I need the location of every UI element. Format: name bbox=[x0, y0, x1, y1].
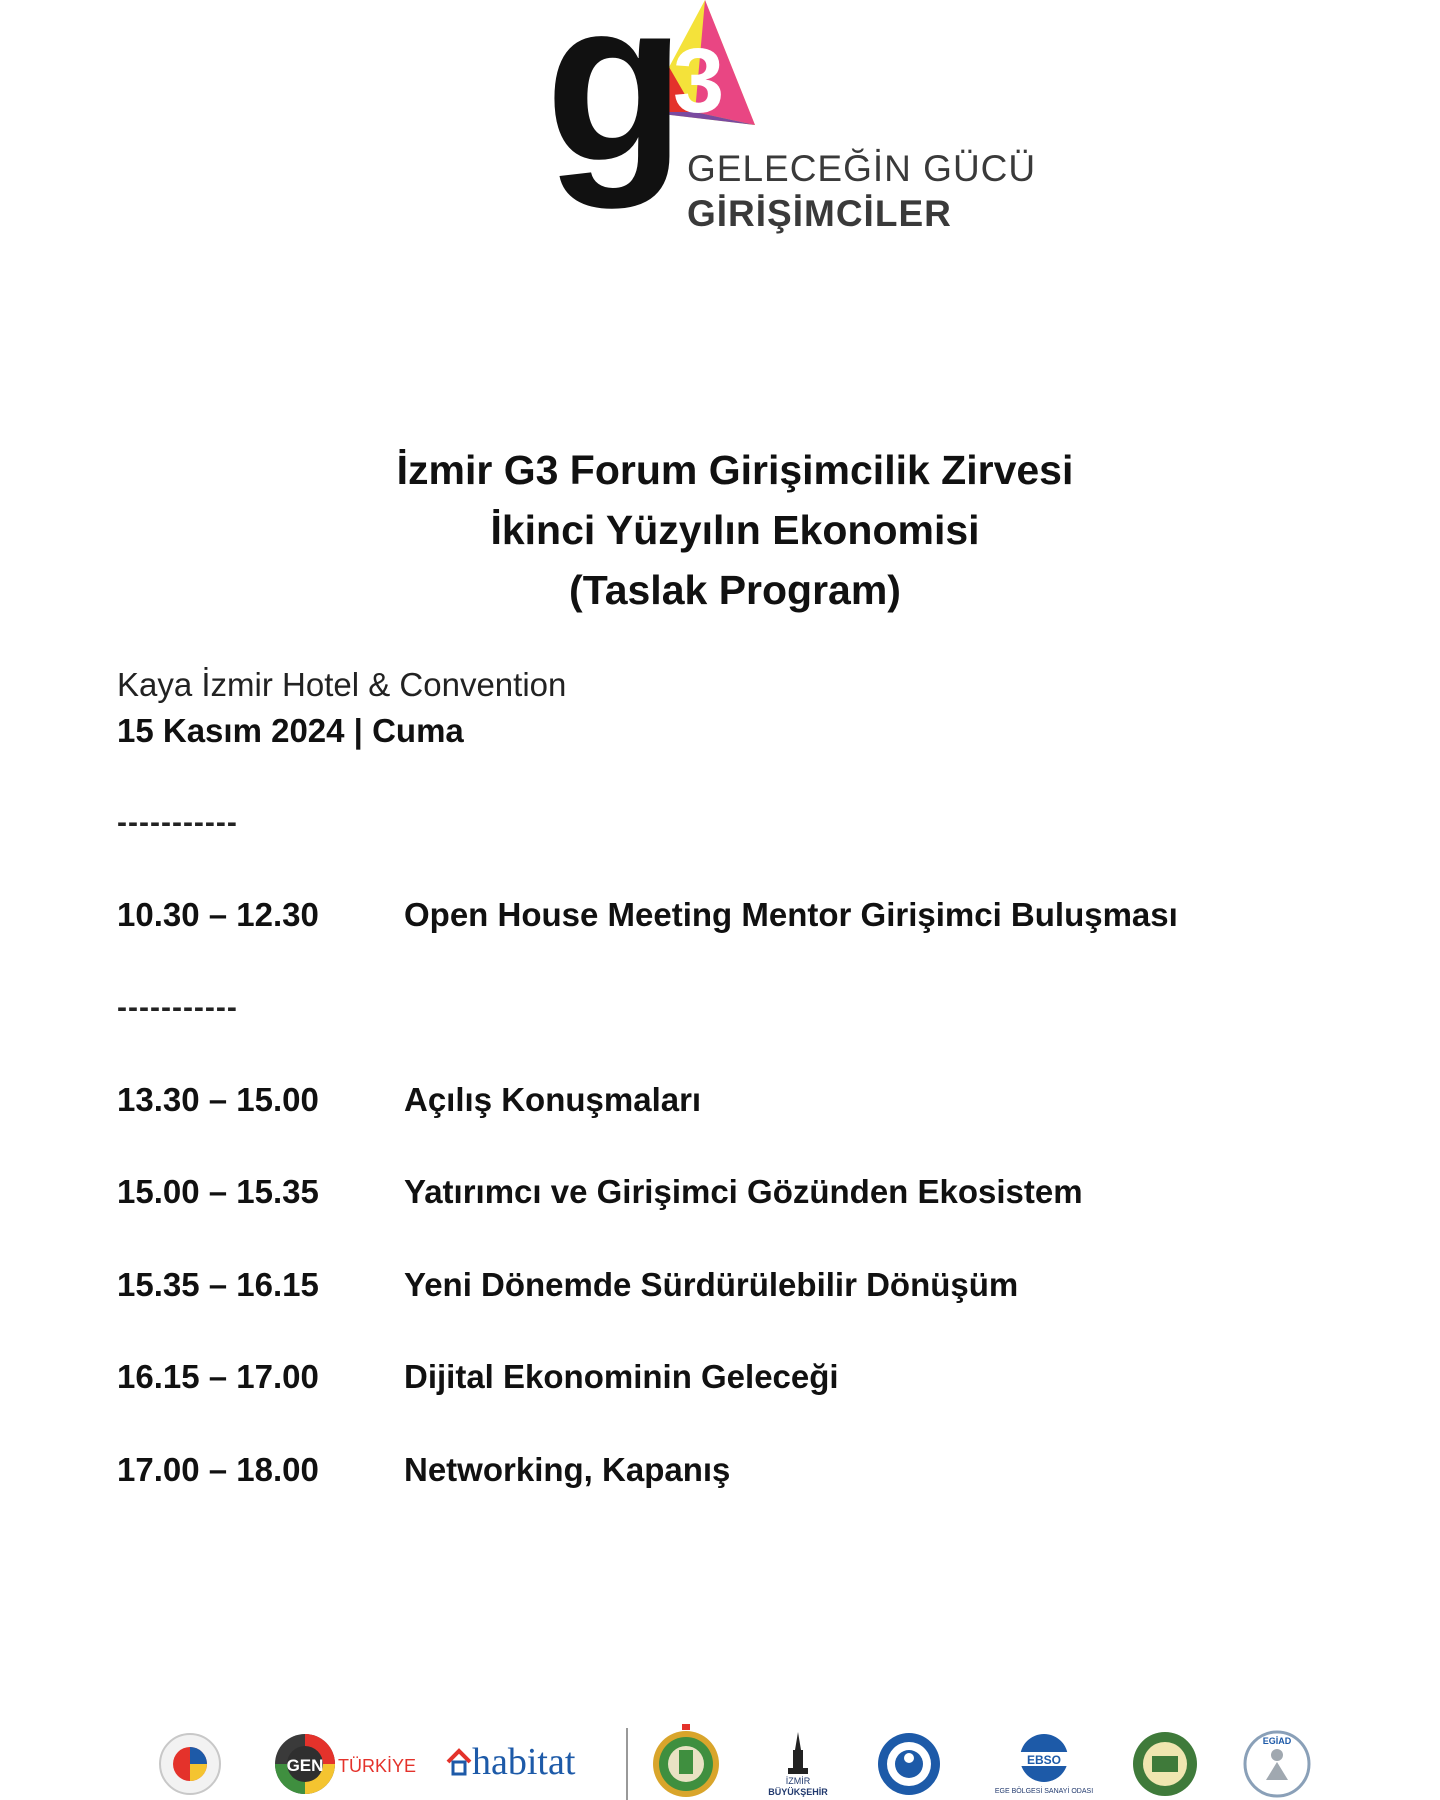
title-block bbox=[0, 440, 1440, 620]
g3-logo bbox=[545, 0, 1037, 240]
ebso-label: EBSO bbox=[1026, 1753, 1062, 1767]
gen-turkiye-logo-icon bbox=[272, 1710, 338, 1800]
schedule-time: 15.35 – 16.15 bbox=[117, 1266, 319, 1303]
izmir-valiligi-logo-icon bbox=[650, 1710, 722, 1800]
sponsor-divider bbox=[626, 1728, 628, 1800]
schedule-time: 10.30 – 12.30 bbox=[117, 896, 319, 933]
logo-g: g bbox=[545, 0, 686, 209]
habitat-label: habitat bbox=[472, 1741, 576, 1783]
sponsor-strip bbox=[0, 1710, 1440, 1800]
ebso-sub-label: EGE BÖLGESİ SANAYİ ODASI bbox=[994, 1788, 1094, 1795]
schedule-time: 16.15 – 17.00 bbox=[117, 1358, 319, 1395]
title-line-2: İkinci Yüzyılın Ekonomisi bbox=[490, 507, 980, 553]
schedule-event: Open House Meeting Mentor Girişimci Buluşması bbox=[404, 896, 1178, 933]
event-date: 15 Kasım 2024 | Cuma bbox=[117, 712, 464, 749]
ebso-logo-icon bbox=[1006, 1710, 1082, 1800]
logo-three: 3 bbox=[673, 30, 725, 132]
buyuksehir-label: BÜYÜKŞEHİR bbox=[768, 1787, 828, 1797]
turkiye-label: TÜRKİYE bbox=[338, 1756, 417, 1776]
logo-tagline-1: GELECEĞİN GÜCÜ bbox=[687, 148, 1037, 189]
izmir-label: İZMİR bbox=[785, 1776, 811, 1786]
schedule-event: Yatırımcı ve Girişimci Gözünden Ekosistem bbox=[404, 1173, 1083, 1210]
tobb-logo-icon bbox=[158, 1710, 222, 1800]
schedule-event: Dijital Ekonominin Geleceği bbox=[404, 1358, 839, 1395]
logo-tagline-2: GİRİŞİMCİLER bbox=[687, 193, 952, 234]
separator: ----------- bbox=[117, 991, 238, 1024]
venue: Kaya İzmir Hotel & Convention bbox=[117, 666, 567, 703]
schedule-event: Yeni Dönemde Sürdürülebilir Dönüşüm bbox=[404, 1266, 1019, 1303]
separator: ----------- bbox=[117, 806, 238, 839]
title-line-1: İzmir G3 Forum Girişimcilik Zirvesi bbox=[396, 447, 1074, 493]
schedule-time: 15.00 – 15.35 bbox=[117, 1173, 319, 1210]
schedule-event: Networking, Kapanış bbox=[404, 1451, 731, 1488]
schedule-time: 17.00 – 18.00 bbox=[117, 1451, 319, 1488]
title-line-3: (Taslak Program) bbox=[569, 567, 901, 613]
egiad-label: EGİAD bbox=[1262, 1736, 1292, 1746]
egiad-logo-icon bbox=[1242, 1710, 1312, 1800]
schedule-event: Açılış Konuşmaları bbox=[404, 1081, 702, 1118]
schedule-time: 13.30 – 15.00 bbox=[117, 1081, 319, 1118]
habitat-house-icon bbox=[446, 1748, 472, 1778]
izmir-ticaret-odasi-logo-icon bbox=[876, 1710, 942, 1800]
izmir-ticaret-borsasi-logo-icon bbox=[1130, 1710, 1200, 1800]
gen-label: GEN bbox=[286, 1756, 324, 1775]
